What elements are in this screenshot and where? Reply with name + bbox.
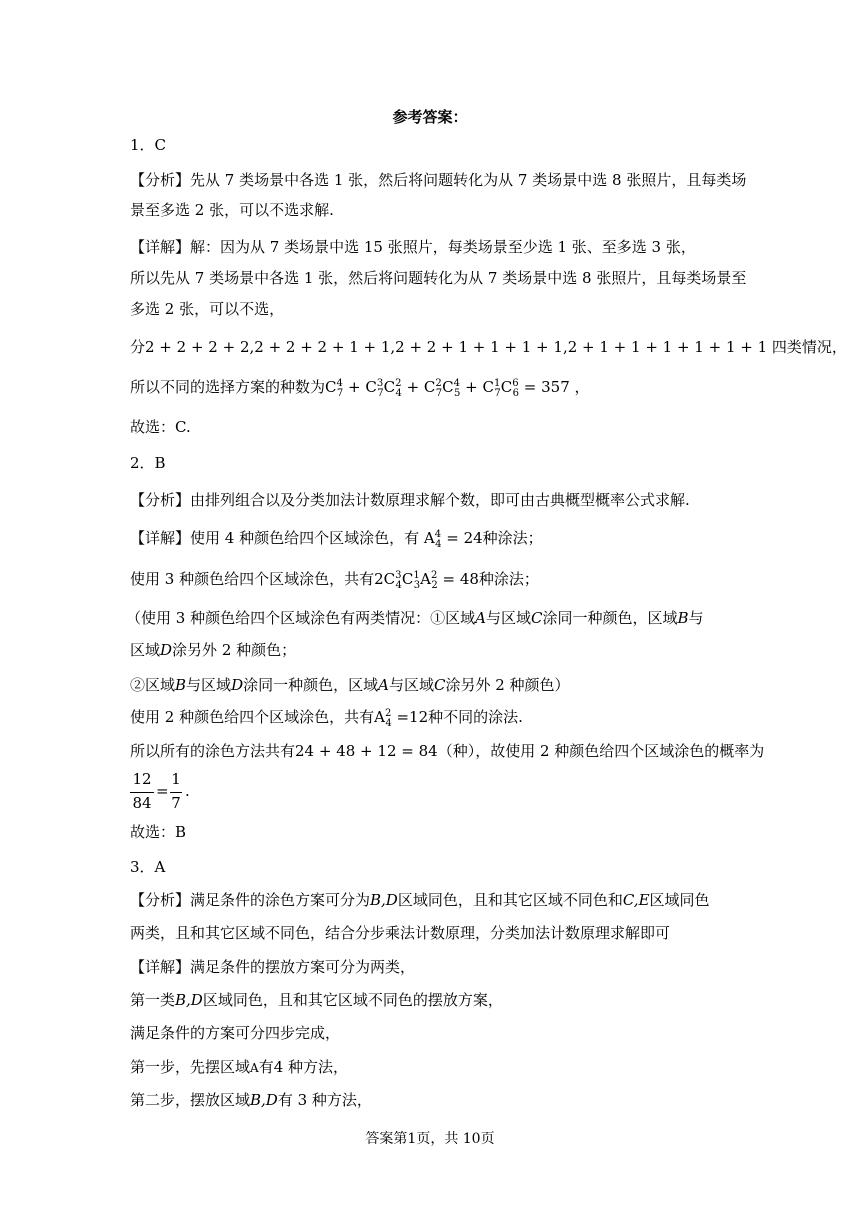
q2-detail-4 xyxy=(130,639,296,661)
q2-heading: 2．B xyxy=(130,454,166,472)
region-d-2: D xyxy=(231,676,244,694)
q2-choice: 故选：B xyxy=(130,823,187,841)
q3-detail-4-a: 第一步，先摆区域 xyxy=(130,1058,251,1076)
q2-detail-5-a: ②区域 xyxy=(130,676,176,694)
q3-detail-4-b: 有4 种方法， xyxy=(258,1058,348,1076)
page-title: 参考答案： xyxy=(392,108,468,126)
q2-detail-1-text: 【详解】使用 4 种颜色给四个区域涂色，有 xyxy=(130,529,420,547)
q3-analysis-1-b: 区域同色，且和其它区域不同色和 xyxy=(397,891,623,909)
fraction-2-denominator: 7 xyxy=(171,794,181,812)
q2-detail-2-text: 使用 3 种颜色给四个区域涂色，共有 xyxy=(130,570,375,588)
probability-fraction xyxy=(130,770,210,818)
answer-357: = 357 ， xyxy=(523,378,590,396)
q2-detail-5-b: 与区域 xyxy=(186,676,232,694)
fraction-bar xyxy=(130,792,154,793)
q2-detail-3-b: 与区域 xyxy=(485,609,531,627)
q2-detail-6-a: 使用 2 种颜色给四个区域涂色，共有 xyxy=(130,708,375,726)
q2-detail-6 xyxy=(130,706,523,728)
q2-detail-7-b: （种），故使用 2 种颜色给四个区域涂色的概率为 xyxy=(437,742,765,760)
region-bd-3: B,D xyxy=(250,1091,278,1109)
q3-analysis-1-a: 【分析】满足条件的涂色方案可分为 xyxy=(130,891,371,909)
q1-heading: 1．C xyxy=(130,136,167,154)
page-footer: 答案第1页，共 10页 xyxy=(365,1131,495,1147)
region-bd-2: B,D xyxy=(175,991,203,1009)
region-b: B xyxy=(677,609,689,627)
fraction-2-bar xyxy=(170,792,182,793)
fraction-denominator: 84 xyxy=(132,794,152,812)
q2-detail-3-a: （使用 3 种颜色给四个区域涂色有两类情况：①区域 xyxy=(126,609,476,627)
region-b-2: B xyxy=(175,676,187,694)
combination-formula: $C^4_7 + C^3_7C^2_4 + C^2_7C^4_5 + C^1_7C^6_6$ xyxy=(325,378,519,399)
q2-detail-3-c: 涂同一种颜色，区域 xyxy=(542,609,678,627)
q2-detail-3-d: 与 xyxy=(688,609,704,627)
q1-analysis-2: 景至多选 2 张，可以不选求解. xyxy=(130,201,334,219)
q2-detail-7-a: 所以所有的涂色方法共有 xyxy=(130,742,296,760)
perm-a44: $A^4_4$ xyxy=(419,529,442,550)
q3-detail-5 xyxy=(130,1089,372,1111)
q1-analysis-1: 【分析】先从 7 类场景中各选 1 张，然后将问题转化为从 7 类场景中选 8 张照片，且每类场 xyxy=(130,171,747,189)
fraction-period: . xyxy=(185,782,190,800)
q3-analysis-1-c: 区域同色 xyxy=(649,891,710,909)
q3-detail-2-b: 区域同色，且和其它区域不同色的摆放方案， xyxy=(202,991,503,1009)
region-a-2: A xyxy=(378,676,389,694)
q3-heading: 3．A xyxy=(130,858,166,876)
eq-24: = 24 xyxy=(446,529,483,547)
region-ce: C,E xyxy=(622,891,650,909)
q2-detail-5 xyxy=(130,674,570,696)
q2-analysis: 【分析】由排列组合以及分类加法计数原理求解个数，即可由古典概型概率公式求解. xyxy=(130,491,690,509)
region-a: A xyxy=(475,609,486,627)
sum-84: 24 + 48 + 12 = 84 xyxy=(295,742,438,760)
q2-detail-1-tail: 种涂法； xyxy=(482,529,543,547)
q1-detail-1: 【详解】解：因为从 7 类场景中选 15 张照片，每类场景至少选 1 张、至多选 3 张， xyxy=(130,238,696,256)
q2-detail-7 xyxy=(130,740,764,762)
q2-detail-5-e: 涂另外 2 种颜色） xyxy=(445,676,570,694)
q3-detail-5-b: 有 3 种方法， xyxy=(277,1091,372,1109)
q2-detail-1 xyxy=(130,527,543,549)
q3-detail-5-a: 第二步，摆放区域 xyxy=(130,1091,251,1109)
q2-detail-6-b: 种不同的涂法. xyxy=(428,708,523,726)
q2-detail-4-b: 涂另外 2 种颜色； xyxy=(172,641,297,659)
perm-a42: $A^2_4$ xyxy=(374,708,392,729)
q2-detail-3 xyxy=(126,607,704,629)
fraction-numerator: 12 xyxy=(132,770,152,788)
region-c-2: C xyxy=(433,676,446,694)
q1-detail-5 xyxy=(130,376,590,398)
region-a-3: A xyxy=(250,1061,259,1075)
q2-detail-2 xyxy=(130,568,539,590)
q3-detail-1: 【详解】满足条件的摆放方案可分为两类， xyxy=(130,958,416,976)
eq-12: =12 xyxy=(396,708,429,726)
equals-sign: = xyxy=(156,782,169,800)
region-d: D xyxy=(160,641,173,659)
q3-detail-2 xyxy=(130,989,503,1011)
q2-detail-2-tail: 种涂法； xyxy=(478,570,539,588)
fraction-2-numerator: 1 xyxy=(171,770,181,788)
q3-analysis-1 xyxy=(130,889,710,911)
q1-choice: 故选：C. xyxy=(130,418,191,436)
q1-detail-2: 所以先从 7 类场景中各选 1 张，然后将问题转化为从 7 类场景中选 8 张照片，且每类场景至 xyxy=(130,269,747,287)
q1-detail-4: 分2 + 2 + 2 + 2,2 + 2 + 2 + 1 + 1,2 + 2 + 1 + 1 + 1 + 1,2 + 1 + 1 + 1 + 1 + 1 + 1 四类情况， xyxy=(130,338,847,356)
q3-detail-2-a: 第一类 xyxy=(130,991,176,1009)
q1-detail-5-text: 所以不同的选择方案的种数为 xyxy=(130,378,326,396)
q2-detail-5-d: 与区域 xyxy=(388,676,434,694)
q3-detail-4 xyxy=(130,1056,348,1079)
q2-detail-5-c: 涂同一种颜色，区域 xyxy=(243,676,379,694)
q2-detail-4-a: 区域 xyxy=(130,641,161,659)
q3-analysis-2: 两类，且和其它区域不同色，结合分步乘法计数原理，分类加法计数原理求解即可 xyxy=(130,924,671,942)
eq-48: = 48 xyxy=(442,570,479,588)
q1-detail-3: 多选 2 张，可以不选， xyxy=(130,300,285,318)
q3-detail-3: 满足条件的方案可分四步完成， xyxy=(130,1024,341,1042)
region-c: C xyxy=(530,609,543,627)
region-bd: B,D xyxy=(370,891,398,909)
formula-48: $2C^3_4C^1_3A^2_2$ xyxy=(374,570,438,591)
